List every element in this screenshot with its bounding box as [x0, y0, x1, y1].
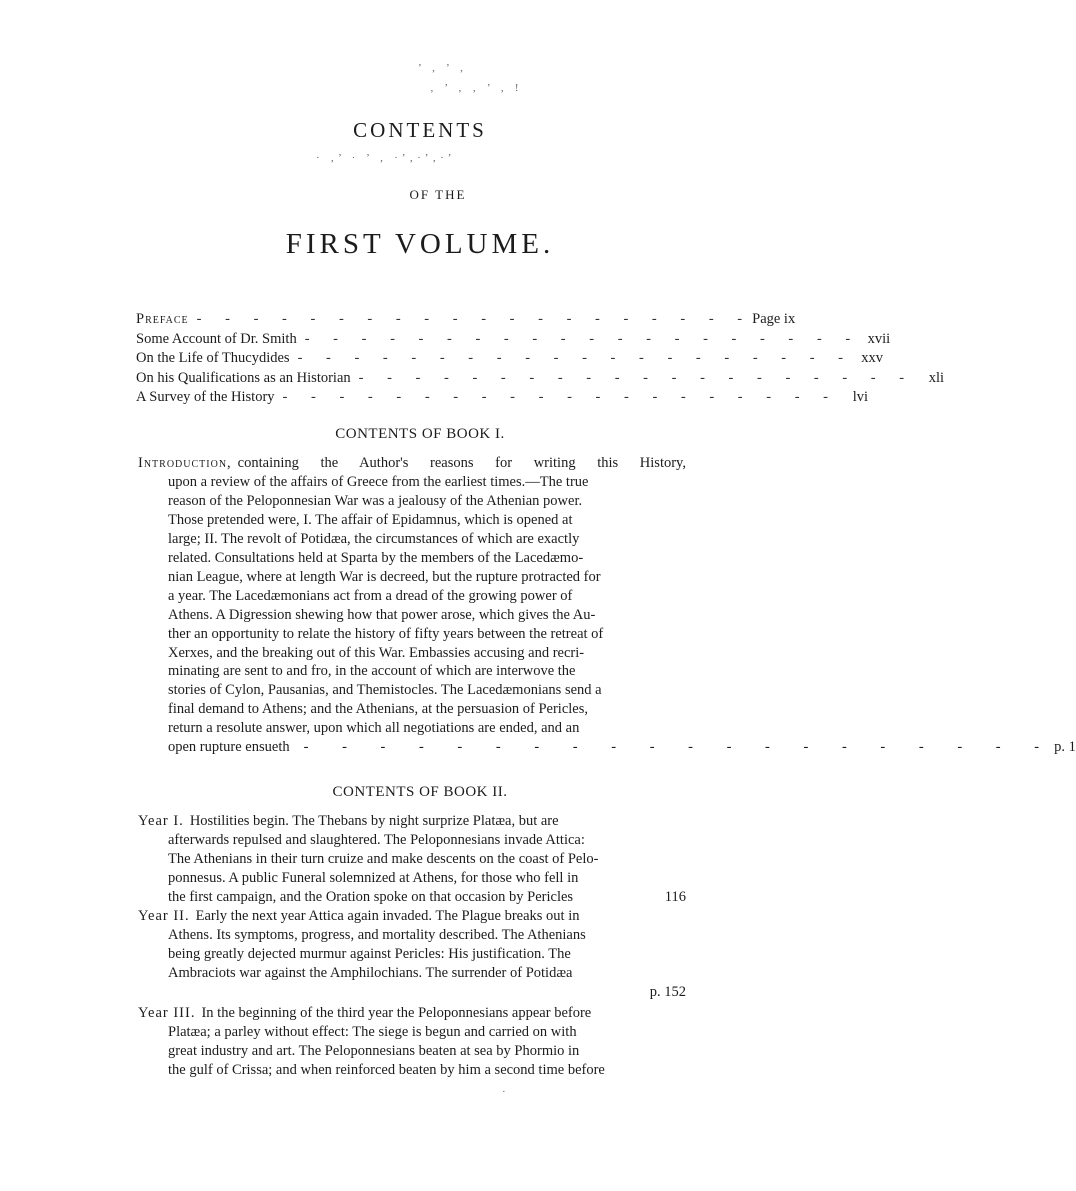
entry-line: [138, 850, 686, 869]
entry-text: Early the next year Attica again invaded. The Plague breaks out in: [195, 908, 580, 924]
front-matter-toc: [136, 310, 945, 408]
toc-label: Preface: [136, 311, 189, 327]
entry-line: [138, 888, 686, 907]
toc-leader: - - - - - - - - - - - - - - - - - - - -: [196, 311, 753, 327]
bleed-through-marks-3: · ‚’ · ’ ‚ ·’‚·’‚·’: [316, 152, 456, 164]
toc-label: A Survey of the History: [136, 389, 275, 405]
entry-line: [138, 549, 686, 568]
book-2-heading: CONTENTS OF BOOK II.: [332, 784, 508, 800]
toc-row-qualifications[interactable]: [136, 369, 945, 389]
entry-line: [138, 625, 686, 644]
entry-line: [138, 719, 686, 738]
toc-leader: - - - - - - - - - - - - - - - - - - - -: [304, 330, 861, 347]
entry-line: [138, 492, 686, 511]
toc-page: lvi: [852, 389, 868, 405]
book-2-year-3-entry[interactable]: [138, 1004, 686, 1080]
entry-text: being greatly dejected murmur against Pericles: His justification. The: [168, 945, 571, 962]
toc-leader: - - - - - - - - - - - - - - - - - - - -: [282, 389, 838, 405]
entry-line: [138, 681, 686, 700]
toc-row-survey[interactable]: [136, 388, 868, 408]
of-the-title: OF THE: [409, 187, 467, 202]
entry-text: upon a review of the affairs of Greece from the earliest times.—The true: [168, 473, 589, 490]
entry-text: stories of Cylon, Pausanias, and Themistocles. The Lacedæmonians send a: [168, 682, 602, 699]
entry-line: [138, 1023, 686, 1042]
entry-line: [138, 926, 686, 945]
entry-text: Athens. Its symptoms, progress, and mortality described. The Athenians: [168, 926, 586, 943]
book-2-year-2-entry[interactable]: [138, 907, 686, 1002]
entry-line: [138, 568, 686, 587]
entry-prefix: Year III.: [138, 1005, 196, 1021]
entry-line: [138, 831, 686, 850]
entry-text: afterwards repulsed and slaughtered. The Peloponnesians invade Attica:: [168, 831, 585, 848]
contents-title: CONTENTS: [353, 118, 487, 142]
entry-text: Platæa; a parley without effect: The siege is begun and carried on with: [168, 1023, 577, 1040]
toc-leader: - - - - - - - - - - - - - - - - - - - -: [297, 350, 854, 366]
entry-text: Xerxes, and the breaking out of this War. Embassies accusing and recri-: [168, 644, 585, 661]
entry-text: nian League, where at length War is decreed, but the rupture protracted for: [168, 568, 601, 585]
entry-line: [138, 869, 686, 888]
entry-text: a year. The Lacedæmonians act from a dread of the growing power of: [168, 587, 573, 604]
entry-line: [138, 454, 686, 473]
toc-leader: - - - - - - - - - - - - - - - - - - - -: [358, 369, 915, 386]
entry-line: [138, 1042, 686, 1061]
entry-line: [138, 644, 686, 663]
toc-row-smith[interactable]: [136, 330, 891, 350]
toc-page: xvii: [867, 330, 891, 347]
toc-page: Page ix: [752, 311, 796, 327]
entry-text: open rupture ensueth: [168, 739, 290, 756]
entry-text: containing the Author's reasons for writing this History,: [237, 455, 686, 471]
entry-line: [138, 812, 686, 831]
toc-label: Some Account of Dr. Smith: [136, 330, 297, 347]
entry-text: minating are sent to and fro, in the account of which are interwove the: [168, 663, 576, 680]
entry-line: [138, 983, 686, 1002]
entry-line: [138, 1004, 686, 1023]
entry-text: ponnesus. A public Funeral solemnized at Athens, for those who fell in: [168, 869, 579, 886]
entry-text: Ambraciots war against the Amphilochians. The surrender of Potidæa: [168, 964, 573, 981]
toc-label: On his Qualifications as an Historian: [136, 369, 351, 386]
entry-prefix: Year I.: [138, 813, 184, 829]
entry-text: return a resolute answer, upon which all negotiations are ended, and an: [168, 720, 580, 737]
speck-mark: ·: [502, 1086, 510, 1098]
entry-text: related. Consultations held at Sparta by the members of the Lacedæmo-: [168, 549, 584, 566]
entry-line: [138, 662, 686, 681]
entry-page: p. 152: [649, 983, 686, 1000]
bleed-through-marks: ’ ‚ ’ ‚: [418, 62, 468, 74]
entry-text: great industry and art. The Peloponnesians beaten at sea by Phormio in: [168, 1042, 580, 1059]
entry-line: [138, 1061, 686, 1080]
book-1-introduction-entry[interactable]: [138, 454, 1076, 757]
entry-line: [138, 530, 686, 549]
entry-text: In the beginning of the third year the Peloponnesians appear before: [201, 1005, 592, 1021]
book-1-heading: CONTENTS OF BOOK I.: [335, 426, 505, 442]
toc-row-life[interactable]: [136, 349, 884, 369]
entry-prefix: Introduction,: [138, 455, 232, 471]
book-2-year-1-entry[interactable]: [138, 812, 686, 907]
volume-title: FIRST VOLUME.: [285, 228, 555, 260]
entry-line: [138, 738, 1076, 757]
entry-line: [138, 606, 686, 625]
entry-text: The Athenians in their turn cruize and make descents on the coast of Pelo-: [168, 850, 599, 867]
entry-line: [138, 473, 686, 492]
bleed-through-marks-2: ‚ ’ ‚ ‚ ’ ‚ !: [430, 82, 523, 94]
entry-line: [138, 964, 686, 983]
entry-page: 116: [664, 888, 686, 905]
entry-line: [138, 587, 686, 606]
toc-label: On the Life of Thucydides: [136, 350, 290, 366]
entry-text: Those pretended were, I. The affair of Epidamnus, which is opened at: [168, 511, 573, 528]
entry-page: p. 1: [1054, 739, 1076, 756]
toc-page: xxv: [861, 350, 884, 366]
entry-line: [138, 945, 686, 964]
entry-line: [138, 700, 686, 719]
entry-prefix: Year II.: [138, 908, 190, 924]
entry-text: large; II. The revolt of Potidæa, the circumstances of which are exactly: [168, 530, 580, 547]
entry-text: final demand to Athens; and the Athenians, at the persuasion of Pericles,: [168, 701, 588, 718]
toc-page: xli: [928, 369, 945, 386]
entry-leader: - - - - - - - - - - - - - - - - - - - -: [303, 739, 1055, 756]
entry-text: Athens. A Digression shewing how that power arose, which gives the Au-: [168, 606, 596, 623]
entry-text: ther an opportunity to relate the history of fifty years between the retreat of: [168, 625, 604, 642]
entry-text: the gulf of Crissa; and when reinforced beaten by him a second time before: [168, 1061, 605, 1078]
entry-text: the first campaign, and the Oration spoke on that occasion by Pericles: [168, 888, 574, 905]
entry-line: [138, 511, 686, 530]
entry-line: [138, 907, 686, 926]
entry-text: Hostilities begin. The Thebans by night surprize Platæa, but are: [189, 813, 559, 829]
toc-row-preface[interactable]: [136, 310, 796, 330]
entry-text: reason of the Peloponnesian War was a jealousy of the Athenian power.: [168, 492, 583, 509]
